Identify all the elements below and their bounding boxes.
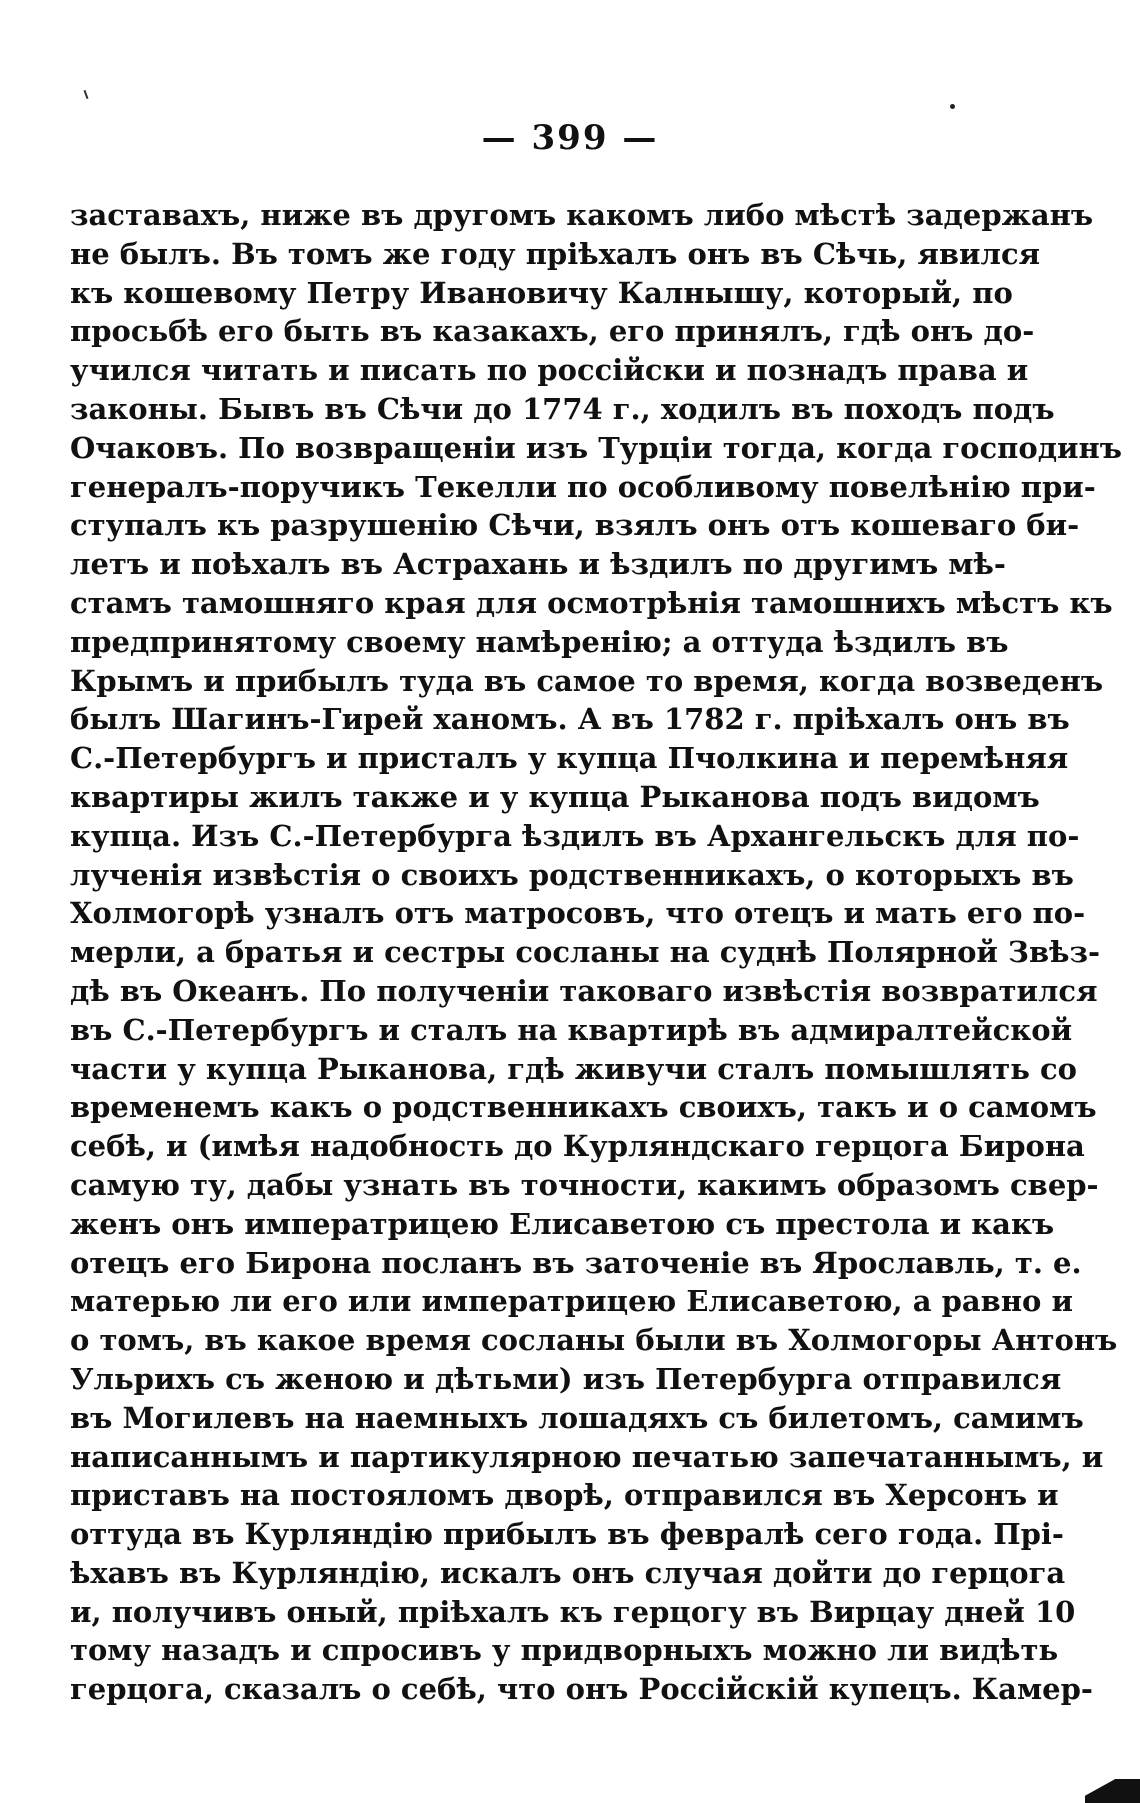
text-line: мерли, а братья и сестры сосланы на суднѣ Полярной Звѣз- [70, 935, 1101, 970]
text-line: къ кошевому Петру Ивановичу Калнышу, который, по [70, 275, 1013, 310]
text-line: женъ онъ императрицею Елисаветою съ престола и какъ [70, 1206, 1055, 1241]
text-line: дѣ въ Океанъ. По полученіи таковаго извѣстія возвратился [70, 973, 1098, 1008]
text-line: оттуда въ Курляндію прибылъ въ февралѣ сего года. Прі- [70, 1517, 1064, 1552]
text-line: ступалъ къ разрушенію Сѣчи, взялъ онъ отъ кошеваго би- [70, 508, 1080, 543]
text-line: ѣхавъ въ Курляндію, искалъ онъ случая дойти до герцога [70, 1555, 1066, 1590]
text-line: о томъ, въ какое время сосланы были въ Холмогоры Антонъ [70, 1323, 1118, 1358]
stray-dot [950, 104, 955, 109]
text-line: матерью ли его или императрицею Елисаветою, а равно и [70, 1284, 1074, 1319]
text-line: просьбѣ его быть въ казакахъ, его принялъ, гдѣ онъ до- [70, 314, 1035, 349]
text-line: стамъ тамошняго края для осмотрѣнія тамошнихъ мѣстъ къ [70, 585, 1113, 620]
text-line: Крымъ и прибылъ туда въ самое то время, когда возведенъ [70, 663, 1104, 698]
text-line: предпринятому своему намѣренію; а оттуда ѣздилъ въ [70, 624, 1009, 659]
text-line: квартиры жилъ также и у купца Рыканова подъ видомъ [70, 779, 1040, 814]
text-line: и, получивъ оный, пріѣхалъ къ герцогу въ Вирцау дней 10 [70, 1594, 1076, 1629]
text-line: летъ и поѣхалъ въ Астрахань и ѣздилъ по другимъ мѣ- [70, 547, 1006, 582]
text-line: герцога, сказалъ о себѣ, что онъ Россійскій купецъ. Камер- [70, 1672, 1093, 1707]
text-line: Холмогорѣ узналъ отъ матросовъ, что отецъ и мать его по- [70, 896, 1086, 931]
text-line: былъ Шагинъ-Гирей ханомъ. А въ 1782 г. пріѣхалъ онъ въ [70, 702, 1070, 737]
text-line: въ Могилевъ на наемныхъ лошадяхъ съ билетомъ, самимъ [70, 1400, 1084, 1435]
text-line: законы. Бывъ въ Сѣчи до 1774 г., ходилъ въ походъ подъ [70, 391, 1055, 426]
text-line: написаннымъ и партикулярною печатью запечатаннымъ, и [70, 1439, 1104, 1474]
text-line: учился читать и писать по россійски и познадъ права и [70, 353, 1029, 388]
page-number: — 399 — [481, 118, 659, 158]
text-line: отецъ его Бирона посланъ въ заточеніе въ Ярославль, т. е. [70, 1245, 1082, 1280]
text-line: въ С.-Петербургъ и сталъ на квартирѣ въ адмиралтейской [70, 1012, 1073, 1047]
text-line: заставахъ, ниже въ другомъ какомъ либо мѣстѣ задержанъ [70, 198, 1094, 232]
page-edge-mark [1085, 1779, 1140, 1803]
text-line: тому назадъ и спросивъ у придворныхъ можно ли видѣть [70, 1633, 1059, 1668]
body-text [70, 196, 1123, 1709]
stray-mark [84, 90, 89, 99]
text-line: временемъ какъ о родственникахъ своихъ, такъ и о самомъ [70, 1090, 1097, 1125]
text-line: части у купца Рыканова, гдѣ живучи сталъ помышлять со [70, 1051, 1078, 1086]
text-line: не былъ. Въ томъ же году пріѣхалъ онъ въ Сѣчь, явился [70, 236, 1041, 271]
text-line: генералъ-поручикъ Текелли по особливому повелѣнію при- [70, 469, 1096, 504]
text-line: Очаковъ. По возвращеніи изъ Турціи тогда, когда господинъ [70, 430, 1123, 465]
text-line: приставъ на постояломъ дворѣ, отправился въ Херсонъ и [70, 1478, 1059, 1513]
text-line: купца. Изъ С.-Петербурга ѣздилъ въ Архангельскъ для по- [70, 818, 1080, 853]
text-line: самую ту, дабы узнать въ точности, какимъ образомъ свер- [70, 1167, 1099, 1202]
text-line: лученія извѣстія о своихъ родственникахъ, о которыхъ въ [70, 857, 1074, 892]
text-line: Ульрихъ съ женою и дѣтьми) изъ Петербурга отправился [70, 1361, 1062, 1396]
text-line: С.-Петербургъ и присталъ у купца Пчолкина и перемѣняя [70, 741, 1069, 776]
text-line: себѣ, и (имѣя надобность до Курляндскаго герцога Бирона [70, 1129, 1085, 1164]
